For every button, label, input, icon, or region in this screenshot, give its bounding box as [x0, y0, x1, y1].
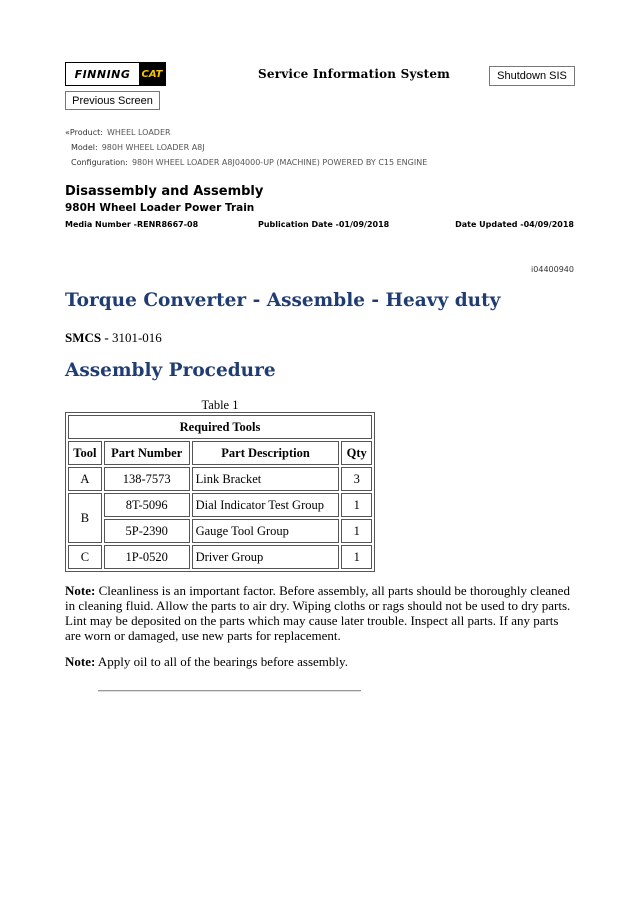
part-description-cell: Gauge Tool Group [192, 519, 340, 543]
oil-note [65, 654, 577, 669]
product-label[interactable]: «Product: [65, 128, 103, 137]
date-updated: Date Updated -04/09/2018 [455, 220, 574, 229]
table-title-row [68, 415, 372, 439]
model-label: Model: [71, 143, 98, 152]
qty-cell: 3 [341, 467, 372, 491]
configuration-value: 980H WHEEL LOADER A8J04000-UP (MACHINE) POWERED BY C15 ENGINE [131, 158, 428, 167]
tool-cell: B [68, 493, 102, 543]
section-title: Assembly Procedure [65, 360, 276, 381]
cleanliness-note [65, 583, 577, 643]
part-number-cell: 1P-0520 [104, 545, 190, 569]
table-header-row [68, 441, 372, 465]
table-row [68, 467, 372, 491]
column-header-part-description: Part Description [192, 441, 340, 465]
column-header-qty: Qty [341, 441, 372, 465]
finning-logo-text: FINNING [74, 67, 131, 81]
cat-logo-badge: CAT [139, 63, 165, 85]
qty-cell: 1 [341, 493, 372, 517]
document-id: i04400940 [531, 265, 574, 274]
finning-cat-logo [65, 62, 166, 86]
shutdown-sis-button[interactable]: Shutdown SIS [489, 66, 575, 86]
product-value: WHEEL LOADER [106, 128, 171, 137]
note-label: Note: [65, 654, 96, 669]
smcs-label: SMCS - [65, 330, 109, 345]
smcs-value: 3101-016 [111, 330, 162, 345]
publication-date: Publication Date -01/09/2018 [258, 220, 390, 229]
configuration-row [71, 158, 427, 167]
part-number-cell: 5P-2390 [104, 519, 190, 543]
table-row [68, 545, 372, 569]
note-text: Apply oil to all of the bearings before assembly. [97, 654, 348, 669]
qty-cell: 1 [341, 545, 372, 569]
part-number-cell: 8T-5096 [104, 493, 190, 517]
note-text: Cleanliness is an important factor. Before assembly, all parts should be thoroughly cleaned in cleaning fluid. Allow the parts to air dry. Wiping cloths or rags should not be used to dry parts. Lint may be deposited on the parts which may cause later trouble. Inspect all parts. If any parts are worn or damaged, use new parts for replacement. [65, 583, 571, 643]
system-title: Service Information System [258, 67, 451, 81]
note-label: Note: [65, 583, 96, 598]
part-description-cell: Link Bracket [192, 467, 340, 491]
column-header-part-number: Part Number [104, 441, 190, 465]
part-description-cell: Driver Group [192, 545, 340, 569]
configuration-label: Configuration: [71, 158, 128, 167]
model-row [71, 143, 205, 152]
table-row [68, 519, 372, 543]
part-description-cell: Dial Indicator Test Group [192, 493, 340, 517]
previous-screen-button[interactable]: Previous Screen [65, 91, 160, 110]
column-header-tool: Tool [68, 441, 102, 465]
part-number-cell: 138-7573 [104, 467, 190, 491]
qty-cell: 1 [341, 519, 372, 543]
table-title: Required Tools [68, 415, 372, 439]
document-heading: Disassembly and Assembly [65, 184, 264, 199]
table-caption: Table 1 [201, 398, 239, 412]
required-tools-table [65, 412, 375, 572]
model-value: 980H WHEEL LOADER A8J [101, 143, 205, 152]
media-number: Media Number -RENR8667-08 [65, 220, 199, 229]
document-subheading: 980H Wheel Loader Power Train [65, 202, 255, 214]
horizontal-divider [98, 690, 361, 692]
table-row [68, 493, 372, 517]
tool-cell: C [68, 545, 102, 569]
product-row [65, 128, 171, 137]
page-title: Torque Converter - Assemble - Heavy duty [65, 290, 501, 311]
smcs-code [65, 330, 162, 346]
tool-cell: A [68, 467, 102, 491]
